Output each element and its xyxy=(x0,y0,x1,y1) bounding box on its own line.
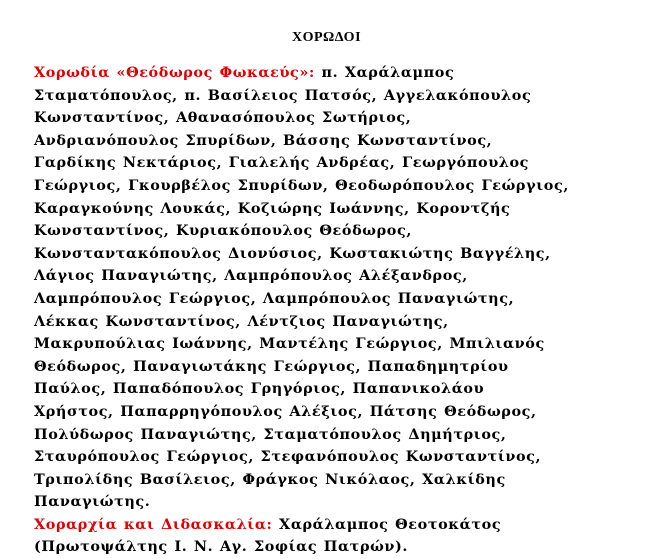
choir-line-4: Γαρδίκης Νεκτάριος, Γιαλελής Ανδρέας, Γεωργόπουλος xyxy=(34,154,530,172)
choir-line-19: Παναγιώτης. xyxy=(34,493,151,511)
page-heading: ΧΟΡΩΔΟΙ xyxy=(291,30,362,45)
choir-line-11: Λέκκας Κωνσταντίνος, Λέντζιος Παναγιώτης, xyxy=(34,312,449,330)
direction-line-1: (Πρωτοψάλτης Ι. Ν. Αγ. Σοφίας Πατρών). xyxy=(34,538,409,556)
choir-line-6: Καραγκούνης Λουκάς, Κοζιώρης Ιωάννης, Κοροντζής xyxy=(34,199,511,217)
choir-line-16: Πολύδωρος Παναγιώτης, Σταματόπουλος Δημήτριος, xyxy=(34,425,507,443)
choir-line-5: Γεώργιος, Γκουρβέλος Σπυρίδων, Θεοδωρόπουλος Γεώργιος, xyxy=(34,176,569,194)
choir-line-13: Θεόδωρος, Παναγιωτάκης Γεώργιος, Παπαδημητρίου xyxy=(34,357,509,375)
choir-line-15: Χρήστος, Παπαρρηγόπουλος Αλέξιος, Πάτσης Θεόδωρος, xyxy=(34,402,537,420)
text-line xyxy=(34,514,634,537)
choir-line-10: Λαμπρόπουλος Γεώργιος, Λαμπρόπουλος Παναγιώτης, xyxy=(34,289,515,307)
choir-line-0: π. Χαράλαμπος xyxy=(314,64,455,81)
choir-line-14: Παύλος, Παπαδόπουλος Γρηγόριος, Παπανικολάου xyxy=(34,380,485,398)
choir-members-text xyxy=(34,62,634,559)
direction-label: Χοραρχία και Διδασκαλία: xyxy=(34,515,273,533)
choir-line-9: Λάγιος Παναγιώτης, Λαμπρόπουλος Αλέξανδρος, xyxy=(34,267,468,285)
text-line xyxy=(34,62,634,85)
choir-line-17: Σταυρόπουλος Γεώργιος, Στεφανόπουλος Κωνσταντίνος, xyxy=(34,448,542,466)
choir-line-1: Σταματόπουλος, π. Βασίλειος Πατσός, Αγγελακόπουλος xyxy=(34,86,532,104)
choir-line-18: Τριπολίδης Βασίλειος, Φράγκος Νικόλαος, Χαλκίδης xyxy=(34,470,506,488)
choir-line-7: Κωνσταντίνος, Κυριακόπουλος Θεόδωρος, xyxy=(34,222,412,240)
choir-line-2: Κωνσταντίνος, Αθανασόπουλος Σωτήριος, xyxy=(34,109,412,127)
choir-line-3: Ανδριανόπουλος Σπυρίδων, Βάσσης Κωνσταντίνος, xyxy=(34,131,493,149)
direction-line-0: Χαράλαμπος Θεοτοκάτος xyxy=(272,515,502,533)
choir-line-8: Κωνσταντακόπουλος Διονύσιος, Κωσταкιώτης Βαγγέλης, xyxy=(34,244,551,262)
choir-line-12: Μακρυπούλιας Ιωάννης, Μαντέλης Γεώργιος, Μπιλιανός xyxy=(34,335,545,353)
choir-label: Χορωδία «Θεόδωρος Φωκαεύς»: xyxy=(34,64,315,81)
